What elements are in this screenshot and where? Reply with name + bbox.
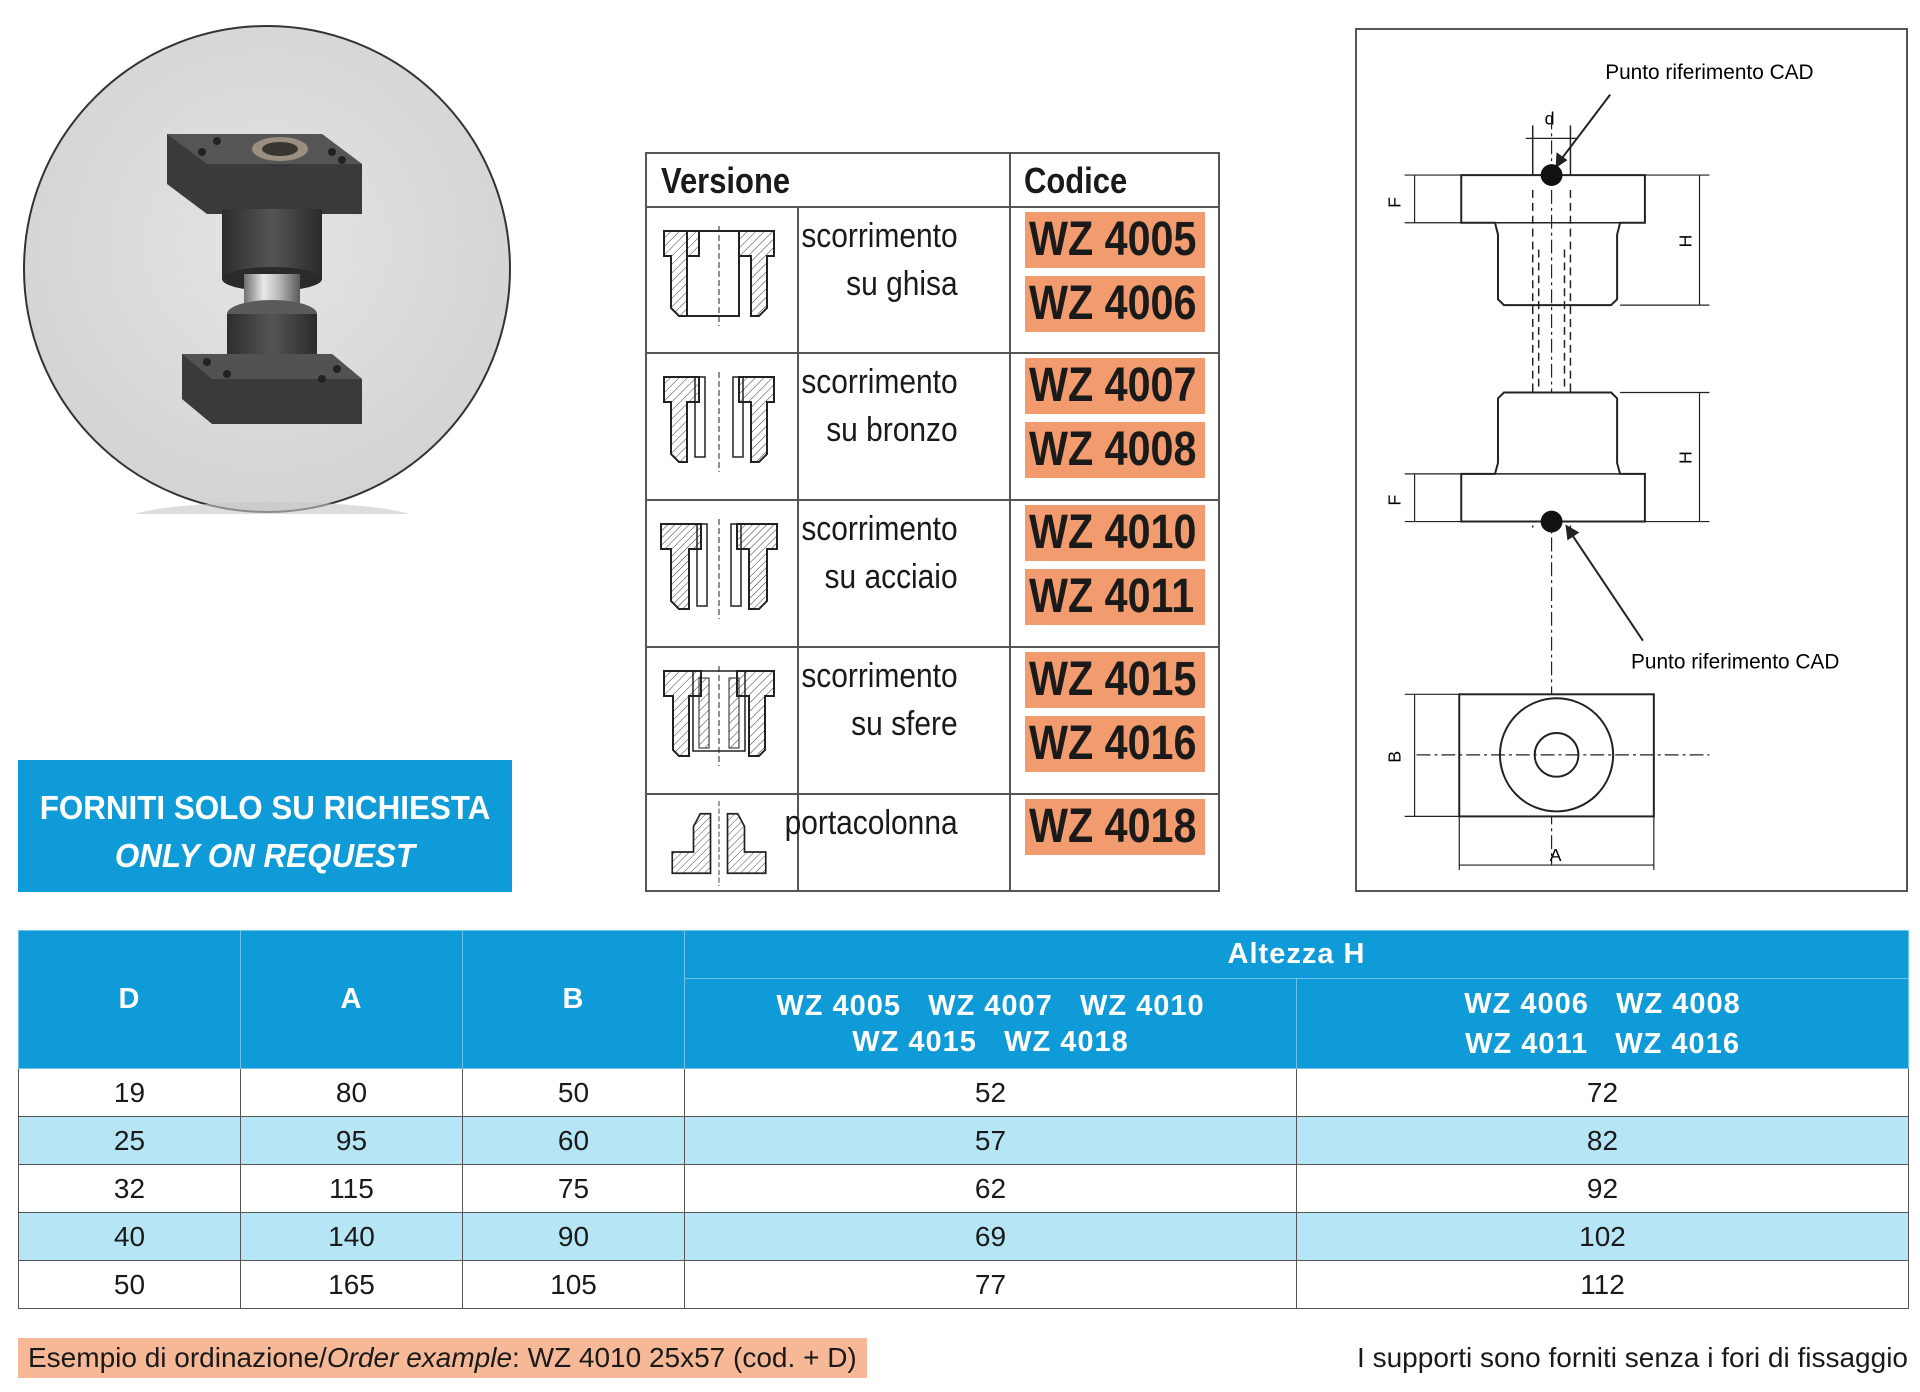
banner-text-it: FORNITI SOLO SU RICHIESTA <box>39 789 491 826</box>
version-codes <box>1025 212 1205 340</box>
version-label: scorrimento su bronzo <box>801 363 958 449</box>
section-sfere-icon <box>659 666 779 766</box>
code-badge: WZ 4005 <box>1025 212 1205 268</box>
version-label: portacolonna <box>784 804 958 842</box>
versions-table <box>645 152 1220 892</box>
dim-label-h: H <box>1675 234 1696 248</box>
dim-label-h: H <box>1675 451 1696 464</box>
version-row-portacolonna <box>647 793 1218 890</box>
section-bronzo-icon <box>659 372 779 472</box>
dimensions-table <box>18 930 1909 1309</box>
version-row-ghisa <box>647 206 1218 354</box>
table-row: 40 140 90 69 102 <box>19 1213 1909 1261</box>
cad-reference-label: Punto riferimento CAD <box>1605 60 1814 84</box>
dim-label-d: d <box>1544 108 1555 129</box>
version-row-bronzo <box>647 352 1218 501</box>
version-codes <box>1025 358 1205 486</box>
on-request-banner <box>18 760 512 892</box>
dim-label-f: F <box>1384 494 1405 506</box>
section-ghisa-icon <box>659 226 779 326</box>
col-header-altezza: Altezza H <box>685 931 1909 979</box>
banner-text-en: ONLY ON REQUEST <box>114 837 416 874</box>
code-badge: WZ 4007 <box>1025 358 1205 414</box>
code-badge: WZ 4010 <box>1025 505 1205 561</box>
dim-label-a: A <box>1549 845 1562 866</box>
code-badge: WZ 4008 <box>1025 422 1205 478</box>
version-codes <box>1025 799 1205 863</box>
version-label: scorrimento su acciaio <box>801 510 958 596</box>
header-code: Codice <box>1024 160 1128 201</box>
dim-label-b: B <box>1384 750 1405 763</box>
code-badge: WZ 4018 <box>1025 799 1205 855</box>
col-header-codes-2: WZ 4006 WZ 4008 WZ 4011 WZ 4016 <box>1297 979 1909 1069</box>
section-acciaio-icon <box>659 519 779 619</box>
code-badge: WZ 4015 <box>1025 652 1205 708</box>
table-row: 25 95 60 57 82 <box>19 1117 1909 1165</box>
table-row: 19 80 50 52 72 <box>19 1069 1909 1117</box>
col-header-d: D <box>19 931 241 1069</box>
order-example: Esempio di ordinazione/Order example: WZ 4010 25x57 (cod. + D) <box>18 1338 867 1378</box>
col-header-codes-1: WZ 4005 WZ 4007 WZ 4010 WZ 4015 WZ 4018 <box>685 979 1297 1069</box>
version-codes <box>1025 652 1205 780</box>
version-codes <box>1025 505 1205 633</box>
version-row-sfere <box>647 646 1218 795</box>
versions-table-header <box>647 154 1218 208</box>
technical-drawing <box>1355 28 1908 892</box>
version-row-acciaio <box>647 499 1218 648</box>
col-header-b: B <box>463 931 685 1069</box>
mounting-note: I supporti sono forniti senza i fori di fissaggio <box>1357 1342 1908 1373</box>
code-badge: WZ 4011 <box>1025 569 1205 625</box>
version-label: scorrimento su ghisa <box>801 217 958 303</box>
table-row: 50 165 105 77 112 <box>19 1261 1909 1309</box>
product-photo <box>22 24 512 514</box>
section-portacolonna-icon <box>659 801 779 886</box>
dim-label-f: F <box>1384 196 1405 208</box>
version-label: scorrimento su sfere <box>801 657 958 743</box>
code-badge: WZ 4016 <box>1025 716 1205 772</box>
table-row: 32 115 75 62 92 <box>19 1165 1909 1213</box>
code-badge: WZ 4006 <box>1025 276 1205 332</box>
col-header-a: A <box>241 931 463 1069</box>
cad-reference-label: Punto riferimento CAD <box>1631 650 1840 674</box>
header-version: Versione <box>661 160 791 201</box>
